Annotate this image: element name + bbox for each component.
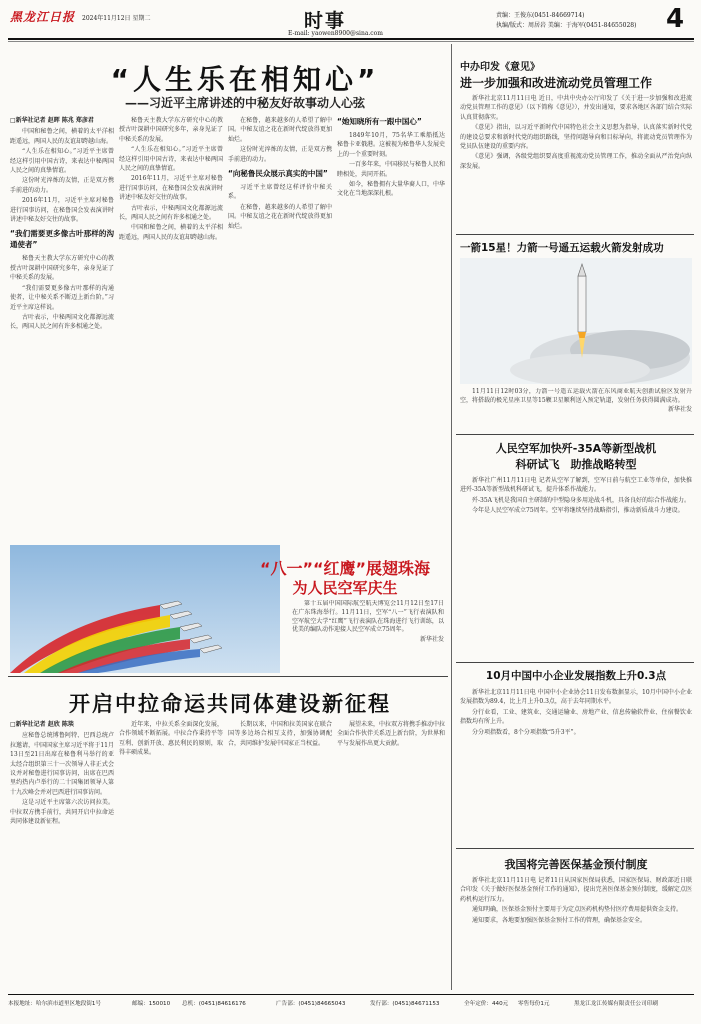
footer-address: 本报地址：哈尔滨市道里区地段街1号: [8, 1001, 102, 1007]
bottom-para: 这是习近平主席第六次访问拉美。中拉双方携手前行，共同开启中拉命运共同体建设新征程。: [10, 799, 114, 826]
news1-para: 《意见》强调，各级党组织要高度重视流动党员管理工作，推动全面从严治党向纵深发展。: [460, 153, 692, 170]
masthead-date: 2024年11月12日 星期二: [82, 15, 151, 22]
news2-credit: 新华社发: [667, 406, 692, 414]
footer-zip: 邮编：150010: [132, 1001, 171, 1007]
rocket-launch-image: [460, 258, 692, 384]
cover-title: “八一”“红鹰”展翅珠海: [259, 559, 431, 578]
bottom-para: 近年来，中拉关系全面深化发展，合作领域不断拓展。中拉合作秉持平等互利、创新开放、惠民利民的原则，取得丰硕成果。: [119, 721, 223, 757]
masthead-email: E-mail: yaowen8900@sina.com: [288, 30, 383, 37]
news3-para: 歼-35A飞机是我国自主研制的中型隐身多用途战斗机，具备良好的综合作战能力。: [472, 496, 690, 504]
news3-para: 新华社广州11月11日电 记者从空军了解到，空军日前与航空工业等单位，加快推进歼-35A等新型战机科研试飞，提升体系作战能力。: [460, 477, 692, 494]
lead-para: 古叶表示，中秘两国文化都源远流长，两国人民之间有许多相通之处。: [10, 313, 114, 331]
lead-col-2: [119, 116, 223, 542]
bottom-col-4: [337, 720, 445, 988]
lead-para: 秘鲁天主教大学东方研究中心的教授古叶深耕中国研究多年，亲身见证了中秘关系的发展。: [119, 117, 223, 143]
lead-title: “人生乐在相知心”: [110, 63, 380, 96]
lead-para: 在秘鲁，越来越多的人希望了解中国。中秘友谊之花在新时代绽放得更加灿烂。: [228, 203, 332, 230]
news4-para: 分行业看，工业、建筑业、交通运输业、房地产业、信息传输软件业、住宿餐饮业指数均有所上升。: [460, 708, 692, 726]
news3-para: 今年是人民空军成立75周年。空军将继续坚持战略指引，推动新质战斗力建设。: [472, 507, 684, 515]
footer: [8, 999, 694, 1019]
news5-para: 通知明确，医保基金预付主要用于为定点医药机构垫付医疗费用提供资金支持。: [472, 906, 683, 914]
news4-title: 10月中国中小企业发展指数上升0.3点: [485, 670, 667, 682]
lead-para: 这份时光淬炼的友情，正是双方携手前进的动力。: [10, 177, 114, 194]
news3-body: [460, 476, 692, 662]
footer-price: 零售每份1元: [518, 1001, 550, 1007]
news4-para: 分分项指数看，8个分项指数“5升3平”。: [472, 728, 580, 736]
news5-body: [460, 876, 692, 988]
cover-credit: 新华社发: [419, 636, 444, 644]
lead-para: 如今，秘鲁拥有大量华裔人口，中华文化在当地深深扎根。: [337, 181, 445, 198]
news2-title: 一箭15星！力箭一号遥五运载火箭发射成功: [460, 242, 664, 254]
lead-para: “人生乐在相知心。”习近平主席曾经这样引用中国古诗，来表达中秘两国人民之间的真挚情谊。: [10, 148, 114, 175]
lead-subtitle: ——习近平主席讲述的中秘友好故事动人心弦: [124, 96, 365, 110]
news1-body: [460, 94, 692, 230]
cover-caption: [292, 600, 444, 666]
bottom-title: 开启中拉命运共同体建设新征程: [69, 692, 391, 716]
news5-para: 新华社北京11月11日电 记者11日从国家医保局获悉，国家医保局、财政部近日联合印发《关于做好医保基金预付工作的通知》，提出完善医保基金预付制度，缓解定点医药机构运行压力。: [460, 877, 692, 903]
footer-phone: 总机：(0451)84616176: [182, 1001, 246, 1007]
news1-para: 《意见》指出，以习近平新时代中国特色社会主义思想为指导，认真落实新时代党的建设总要求和新时代党的组织路线，坚持问题导向和目标导向，将流动党员管理作为党员队伍建设的重要内容。: [460, 124, 692, 151]
lead-subheading: “我们需要更多像古叶那样的沟通使者”: [10, 229, 114, 250]
lead-para: 2016年11月，习近平主席对秘鲁进行国事访问，在秘鲁国会发表演讲时讲述中秘友好交往的故事。: [119, 175, 223, 202]
lead-para: “我们需要更多像古叶那样的沟通使者，让中秘关系不断迈上新台阶。”习近平主席这样说。: [10, 284, 114, 311]
lead-byline: □新华社记者 赵晖 陈兆 郑彦君: [10, 117, 94, 124]
news1-title: 中办印发《意见》: [460, 62, 540, 73]
footer-price-year: 全年定价：440元: [464, 1001, 509, 1007]
masthead: [8, 6, 694, 40]
lead-para: 中国和秘鲁之间，横着的太平洋相距遥远，两国人民的友谊却跨越山海。: [10, 128, 114, 145]
cover-caption-text: 第十五届中国国际航空航天博览会11月12日至17日在广东珠海举行。11月11日，空军“八一”飞行表演队和空军航空大学“红鹰”飞行表演队在珠海进行飞行训练，以优美的编队动作迎接人民空军成立75周年。: [292, 600, 444, 634]
footer-ad: 广告部：(0451)84665043: [276, 1001, 346, 1007]
bottom-col-3: [228, 720, 332, 988]
news2-caption-text: 11月11日12时03分，力箭一号遥五运载火箭在东风商业航天创新试验区发射升空，将搭载的极光星座卫星等15颗卫星顺利送入预定轨道，发射任务获得圆满成功。: [460, 388, 692, 404]
lead-para: 2016年11月，习近平主席对秘鲁进行国事访问，在秘鲁国会发表演讲时讲述中秘友好交往的故事。: [10, 197, 114, 224]
cover-title-2: 为人民空军庆生: [292, 579, 398, 597]
lead-para: 在秘鲁，越来越多的人希望了解中国。中秘友谊之花在新时代绽放得更加灿烂。: [228, 117, 332, 143]
news4-body: [460, 688, 692, 844]
lead-para: 秘鲁天主教大学东方研究中心的教授古叶深耕中国研究多年，亲身见证了中秘关系的发展。: [10, 255, 114, 282]
lead-para: 古叶表示，中秘两国文化都源远流长，两国人民之间有许多相通之处。: [119, 204, 223, 222]
news5-title: 我国将完善医保基金预付制度: [504, 858, 648, 871]
lead-col-1: [10, 116, 114, 542]
bottom-col-1: [10, 720, 114, 988]
lead-para: 一百多年来，中国移民与秘鲁人民和睦相处，共同开拓。: [337, 161, 445, 178]
bottom-col-2: [119, 720, 223, 988]
lead-col-4: [337, 116, 445, 542]
news3-title-2: 科研试飞 助推战略转型: [515, 458, 637, 471]
bottom-para: 展望未来，中拉双方将携手推动中拉全面合作伙伴关系迈上新台阶，为世界和平与发展作出更大贡献。: [337, 721, 445, 747]
masthead-rule: [8, 38, 694, 40]
paper-logo: 黑龙江日报: [10, 10, 76, 24]
footer-rule: [8, 994, 694, 995]
lead-col-3: [228, 116, 332, 542]
footer-printer: 黑龙江龙江传媒有限责任公司印刷: [574, 1001, 658, 1007]
news3-title: 人民空军加快歼-35A等新型战机: [495, 442, 657, 455]
news4-para: 新华社北京11月11日电 中国中小企业协会11日发布数据显示，10月中国中小企业发展指数为89.4，比上月上升0.3点，高于去年同期水平。: [460, 689, 692, 706]
section-title: 时事: [304, 10, 347, 32]
lead-para: 习近平主席曾经这样评价中秘关系。: [228, 184, 332, 201]
news2-caption: [460, 388, 692, 432]
lead-para: 这份时光淬炼的友情，正是双方携手前进的动力。: [228, 146, 332, 163]
lead-para: 中国和秘鲁之间，横着的太平洋相距遥远，两国人民的友谊却跨越山海。: [119, 224, 223, 241]
lead-subheading-3: “她知晓所有一跟中国心”: [337, 117, 422, 126]
news5-para: 通知要求，各地要加强医保基金预付工作的管理，确保基金安全。: [472, 916, 647, 924]
lead-para: 1849年10月，75名华工乘船抵达秘鲁卡亚俄港。这被视为秘鲁华人发展史上的一个重要时刻。: [337, 132, 445, 158]
masthead-editor: 责编：王俊东(0451-84669714): [496, 12, 585, 19]
footer-distribution: 发行部：(0451)84671153: [370, 1001, 440, 1007]
masthead-design: 执编/版式：周居岩 美编：于海军(0451-84655028): [496, 22, 637, 29]
bottom-para: 长期以来，中国和拉美国家在联合国等多边场合相互支持，加强协调配合，共同维护发展中国家正当权益。: [228, 721, 332, 747]
page-number: 4: [666, 4, 685, 34]
lead-subheading-2: “向秘鲁民众展示真实的中国”: [228, 169, 328, 179]
rocket-photo: [460, 258, 692, 384]
news1-subtitle: 进一步加强和改进流动党员管理工作: [460, 76, 653, 90]
news1-para: 新华社北京11月11日电 近日，中共中央办公厅印发了《关于进一步加强和改进流动党员管理工作的意见》（以下简称《意见》），并发出通知，要求各地区各部门结合实际认真贯彻落实。: [460, 95, 692, 121]
bottom-para: 应秘鲁总统博鲁阿特、巴西总统卢拉邀请，中国国家主席习近平将于11月13日至21日出席在秘鲁利马举行的亚太经合组织第三十一次领导人非正式会议并对秘鲁进行国事访问，出席在巴西里约热内卢举行的二十国集团领导人第十九次峰会并对巴西进行国事访问。: [10, 732, 114, 796]
bottom-byline: □新华社记者 赵欣 陈琰: [10, 721, 74, 728]
lead-para: “人生乐在相知心。”习近平主席曾经这样引用中国古诗，来表达中秘两国人民之间的真挚情谊。: [119, 146, 223, 173]
